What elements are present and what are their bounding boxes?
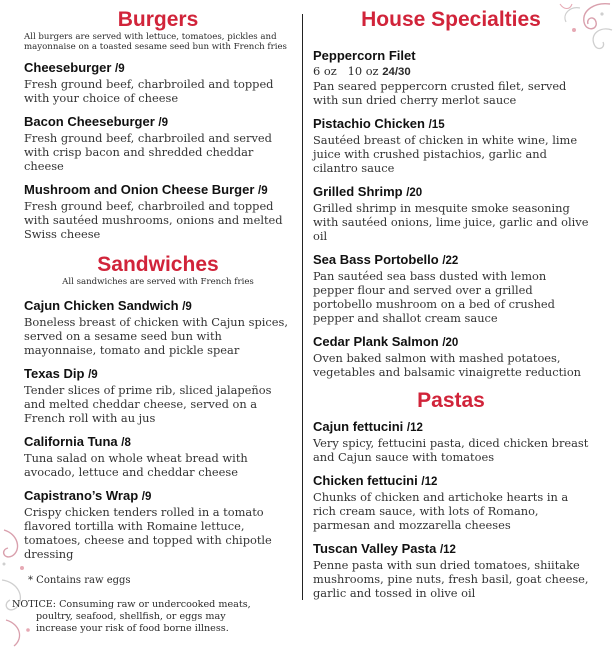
- item-description: Fresh ground beef, charbroiled and topped with sautéed mushrooms, onions and melted Swiss cheese: [24, 199, 283, 241]
- menu-item: [313, 48, 589, 107]
- item-price: /9: [158, 117, 168, 129]
- item-name: Cajun fettucini: [313, 419, 404, 434]
- item-description: Penne pasta with sun dried tomatoes, shiitake mushrooms, pine nuts, fresh basil, goat cheese, garlic and tossed in olive oil: [313, 558, 589, 600]
- item-name: Capistrano’s Wrap: [24, 488, 139, 503]
- item-name: Cajun Chicken Sandwich: [24, 298, 179, 313]
- item-sizes: [313, 64, 589, 79]
- item-description: Very spicy, fettucini pasta, diced chicken breast and Cajun sauce with tomatoes: [313, 436, 589, 464]
- item-description: Crispy chicken tenders rolled in a tomato flavored tortilla with Romaine lettuce, tomatoes, cheese and topped with chipotle dressing: [24, 505, 272, 561]
- item-name: Mushroom and Onion Cheese Burger: [24, 182, 255, 197]
- menu-item: [313, 334, 589, 379]
- menu-item: [24, 182, 292, 241]
- item-name: Cheeseburger: [24, 60, 112, 75]
- item-name: Sea Bass Portobello: [313, 252, 439, 267]
- burgers-note: All burgers are served with lettuce, tomatoes, pickles and mayonnaise on a toasted sesame seed bun with French fries: [24, 32, 287, 52]
- item-description: Boneless breast of chicken with Cajun spices, served on a sesame seed bun with mayonnaise, tomato and pickle spear: [24, 315, 288, 357]
- item-price: /9: [182, 301, 192, 313]
- item-price: 24/30: [382, 66, 411, 78]
- right-column: [313, 8, 589, 600]
- item-description: Fresh ground beef, charbroiled and served with crisp bacon and shredded cheddar cheese: [24, 131, 272, 173]
- notice-line: increase your risk of food borne illness.: [36, 623, 229, 634]
- item-description: Fresh ground beef, charbroiled and topped with your choice of cheese: [24, 77, 274, 105]
- size-options: 6 oz 10 oz: [313, 64, 379, 78]
- menu-item: [24, 298, 292, 357]
- item-description: Tender slices of prime rib, sliced jalapeños and melted cheddar cheese, served on a French roll with au jus: [24, 383, 272, 425]
- sandwiches-title: Sandwiches: [97, 253, 219, 276]
- menu-item: [24, 366, 292, 425]
- menu-item: [313, 252, 589, 325]
- column-divider: [302, 14, 303, 600]
- item-price: /12: [406, 422, 423, 434]
- item-price: /9: [115, 63, 125, 75]
- item-name: Cedar Plank Salmon: [313, 334, 439, 349]
- item-name: Grilled Shrimp: [313, 184, 403, 199]
- item-name: Peppercorn Filet: [313, 48, 416, 63]
- menu-item: [313, 473, 589, 532]
- menu-item: [24, 114, 292, 173]
- item-name: California Tuna: [24, 434, 118, 449]
- left-column: [12, 8, 292, 635]
- item-name: Chicken fettucini: [313, 473, 418, 488]
- menu-item: [24, 434, 292, 479]
- item-price: /12: [439, 544, 456, 556]
- menu-item: [24, 488, 292, 561]
- menu-item: [313, 541, 589, 600]
- item-price: /9: [258, 185, 268, 197]
- item-description: Tuna salad on whole wheat bread with avocado, lettuce and cheddar cheese: [24, 451, 248, 479]
- item-description: Chunks of chicken and artichoke hearts in a rich cream sauce, with lots of Romano, parmesan and mozzarella cheeses: [313, 490, 569, 532]
- pastas-title: Pastas: [417, 389, 485, 412]
- item-name: Pistachio Chicken: [313, 116, 425, 131]
- notice-line: NOTICE: Consuming raw or undercooked meats,: [12, 599, 251, 610]
- menu-item: [24, 60, 292, 105]
- item-price: /15: [428, 119, 445, 131]
- burgers-title: Burgers: [117, 8, 199, 31]
- item-price: /20: [442, 337, 459, 349]
- raw-eggs-note: * Contains raw eggs: [28, 575, 131, 586]
- food-safety-notice: [12, 599, 282, 635]
- item-description: Grilled shrimp in mesquite smoke seasoning with sautéed onions, lime juice, garlic and olive oil: [313, 201, 589, 243]
- item-description: Pan sautéed sea bass dusted with lemon pepper flour and served over a grilled portobello mushroom on a bed of crushed pepper and shallot cream sauce: [313, 269, 555, 325]
- menu-item: [313, 116, 589, 175]
- item-price: /20: [406, 187, 423, 199]
- sandwiches-note: All sandwiches are served with French fries: [62, 277, 254, 287]
- specialties-title: House Specialties: [361, 8, 541, 31]
- item-name: Tuscan Valley Pasta: [313, 541, 437, 556]
- item-price: /9: [141, 491, 152, 503]
- item-price: /12: [421, 476, 438, 488]
- menu-item: [313, 419, 589, 464]
- item-description: Pan seared peppercorn crusted filet, served with sun dried cherry merlot sauce: [313, 79, 567, 107]
- item-price: /8: [121, 437, 131, 449]
- item-price: /9: [88, 369, 98, 381]
- notice-line: poultry, seafood, shellfish, or eggs may: [36, 611, 226, 622]
- menu-item: [313, 184, 589, 243]
- item-name: Texas Dip: [24, 366, 85, 381]
- item-description: Sautéed breast of chicken in white wine, lime juice with crushed pistachios, garlic and cilantro sauce: [313, 133, 578, 175]
- item-price: /22: [442, 255, 459, 267]
- item-name: Bacon Cheeseburger: [24, 114, 155, 129]
- item-description: Oven baked salmon with mashed potatoes, vegetables and balsamic vinaigrette reduction: [313, 351, 582, 379]
